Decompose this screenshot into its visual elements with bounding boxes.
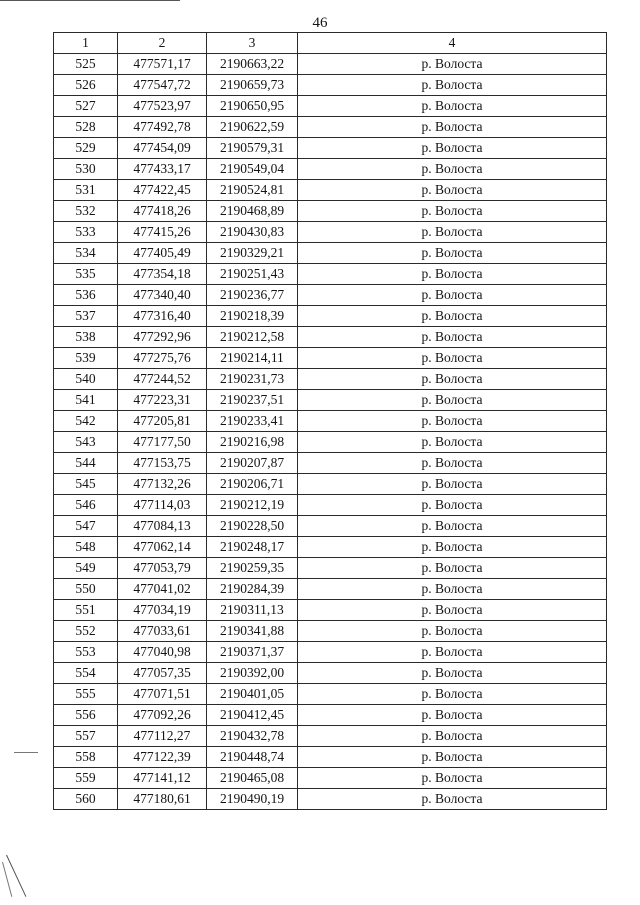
description-cell: р. Волоста [298,390,607,411]
description-cell: р. Волоста [298,705,607,726]
description-cell: р. Волоста [298,747,607,768]
description-cell: р. Волоста [298,768,607,789]
description-cell: р. Волоста [298,726,607,747]
x-coordinate-cell: 477053,79 [118,558,207,579]
table-row [54,306,607,327]
y-coordinate-cell: 2190341,88 [207,621,298,642]
table-row [54,390,607,411]
x-coordinate-cell: 477153,75 [118,453,207,474]
description-cell: р. Волоста [298,495,607,516]
description-cell: р. Волоста [298,117,607,138]
x-coordinate-cell: 477141,12 [118,768,207,789]
description-cell: р. Волоста [298,75,607,96]
table-row [54,621,607,642]
y-coordinate-cell: 2190663,22 [207,54,298,75]
page-number: 46 [312,15,328,31]
y-coordinate-cell: 2190412,45 [207,705,298,726]
description-cell: р. Волоста [298,159,607,180]
description-cell: р. Волоста [298,96,607,117]
scan-edge-line [0,0,180,1]
x-coordinate-cell: 477433,17 [118,159,207,180]
point-number-cell: 551 [54,600,118,621]
table-row [54,516,607,537]
description-cell: р. Волоста [298,684,607,705]
x-coordinate-cell: 477057,35 [118,663,207,684]
y-coordinate-cell: 2190432,78 [207,726,298,747]
description-cell: р. Волоста [298,642,607,663]
y-coordinate-cell: 2190490,19 [207,789,298,810]
point-number-cell: 541 [54,390,118,411]
x-coordinate-cell: 477034,19 [118,600,207,621]
point-number-cell: 532 [54,201,118,222]
point-number-cell: 530 [54,159,118,180]
y-coordinate-cell: 2190218,39 [207,306,298,327]
y-coordinate-cell: 2190650,95 [207,96,298,117]
description-cell: р. Волоста [298,369,607,390]
x-coordinate-cell: 477492,78 [118,117,207,138]
y-coordinate-cell: 2190284,39 [207,579,298,600]
table-row [54,495,607,516]
x-coordinate-cell: 477244,52 [118,369,207,390]
description-cell: р. Волоста [298,432,607,453]
point-number-cell: 546 [54,495,118,516]
point-number-cell: 526 [54,75,118,96]
y-coordinate-cell: 2190231,73 [207,369,298,390]
point-number-cell: 528 [54,117,118,138]
point-number-cell: 549 [54,558,118,579]
x-coordinate-cell: 477033,61 [118,621,207,642]
table-row [54,432,607,453]
table-row [54,537,607,558]
table-row [54,411,607,432]
y-coordinate-cell: 2190228,50 [207,516,298,537]
y-coordinate-cell: 2190329,21 [207,243,298,264]
x-coordinate-cell: 477418,26 [118,201,207,222]
table-row [54,600,607,621]
table-row [54,54,607,75]
y-coordinate-cell: 2190236,77 [207,285,298,306]
x-coordinate-cell: 477122,39 [118,747,207,768]
y-coordinate-cell: 2190311,13 [207,600,298,621]
y-coordinate-cell: 2190524,81 [207,180,298,201]
description-cell: р. Волоста [298,285,607,306]
description-cell: р. Волоста [298,180,607,201]
description-cell: р. Волоста [298,600,607,621]
point-number-cell: 540 [54,369,118,390]
table-row [54,684,607,705]
description-cell: р. Волоста [298,516,607,537]
x-coordinate-cell: 477092,26 [118,705,207,726]
x-coordinate-cell: 477292,96 [118,327,207,348]
y-coordinate-cell: 2190216,98 [207,432,298,453]
table-row [54,369,607,390]
table-row [54,243,607,264]
y-coordinate-cell: 2190468,89 [207,201,298,222]
point-number-cell: 543 [54,432,118,453]
table-row [54,747,607,768]
point-number-cell: 556 [54,705,118,726]
description-cell: р. Волоста [298,579,607,600]
y-coordinate-cell: 2190465,08 [207,768,298,789]
x-coordinate-cell: 477340,40 [118,285,207,306]
y-coordinate-cell: 2190259,35 [207,558,298,579]
point-number-cell: 558 [54,747,118,768]
y-coordinate-cell: 2190237,51 [207,390,298,411]
scan-dash-mark [14,752,38,753]
y-coordinate-cell: 2190251,43 [207,264,298,285]
y-coordinate-cell: 2190549,04 [207,159,298,180]
point-number-cell: 527 [54,96,118,117]
table-row [54,579,607,600]
x-coordinate-cell: 477571,17 [118,54,207,75]
x-coordinate-cell: 477422,45 [118,180,207,201]
x-coordinate-cell: 477114,03 [118,495,207,516]
description-cell: р. Волоста [298,222,607,243]
point-number-cell: 550 [54,579,118,600]
y-coordinate-cell: 2190248,17 [207,537,298,558]
y-coordinate-cell: 2190212,58 [207,327,298,348]
point-number-cell: 552 [54,621,118,642]
table-row [54,558,607,579]
table-row [54,768,607,789]
y-coordinate-cell: 2190430,83 [207,222,298,243]
x-coordinate-cell: 477523,97 [118,96,207,117]
point-number-cell: 554 [54,663,118,684]
table-row [54,726,607,747]
point-number-cell: 525 [54,54,118,75]
description-cell: р. Волоста [298,789,607,810]
point-number-cell: 548 [54,537,118,558]
x-coordinate-cell: 477084,13 [118,516,207,537]
point-number-cell: 547 [54,516,118,537]
y-coordinate-cell: 2190207,87 [207,453,298,474]
x-coordinate-cell: 477275,76 [118,348,207,369]
y-coordinate-cell: 2190371,37 [207,642,298,663]
x-coordinate-cell: 477354,18 [118,264,207,285]
y-coordinate-cell: 2190579,31 [207,138,298,159]
x-coordinate-cell: 477547,72 [118,75,207,96]
y-coordinate-cell: 2190401,05 [207,684,298,705]
table-row [54,180,607,201]
point-number-cell: 531 [54,180,118,201]
description-cell: р. Волоста [298,327,607,348]
table-row [54,285,607,306]
x-coordinate-cell: 477223,31 [118,390,207,411]
table-row [54,663,607,684]
x-coordinate-cell: 477132,26 [118,474,207,495]
description-cell: р. Волоста [298,264,607,285]
point-number-cell: 542 [54,411,118,432]
point-number-cell: 537 [54,306,118,327]
x-coordinate-cell: 477177,50 [118,432,207,453]
x-coordinate-cell: 477071,51 [118,684,207,705]
description-cell: р. Волоста [298,201,607,222]
y-coordinate-cell: 2190392,00 [207,663,298,684]
x-coordinate-cell: 477415,26 [118,222,207,243]
table-row [54,642,607,663]
column-header: 4 [298,33,607,54]
point-number-cell: 553 [54,642,118,663]
point-number-cell: 536 [54,285,118,306]
point-number-cell: 557 [54,726,118,747]
description-cell: р. Волоста [298,348,607,369]
point-number-cell: 535 [54,264,118,285]
table-row [54,138,607,159]
description-cell: р. Волоста [298,243,607,264]
description-cell: р. Волоста [298,558,607,579]
description-cell: р. Волоста [298,537,607,558]
y-coordinate-cell: 2190206,71 [207,474,298,495]
y-coordinate-cell: 2190212,19 [207,495,298,516]
point-number-cell: 560 [54,789,118,810]
description-cell: р. Волоста [298,54,607,75]
point-number-cell: 539 [54,348,118,369]
table-row [54,159,607,180]
x-coordinate-cell: 477040,98 [118,642,207,663]
description-cell: р. Волоста [298,621,607,642]
column-header: 2 [118,33,207,54]
table-row [54,201,607,222]
column-header: 3 [207,33,298,54]
y-coordinate-cell: 2190233,41 [207,411,298,432]
x-coordinate-cell: 477405,49 [118,243,207,264]
x-coordinate-cell: 477062,14 [118,537,207,558]
table-row [54,96,607,117]
description-cell: р. Волоста [298,411,607,432]
coordinates-table [53,32,607,810]
x-coordinate-cell: 477180,61 [118,789,207,810]
table-row [54,117,607,138]
y-coordinate-cell: 2190659,73 [207,75,298,96]
table-header-row [54,33,607,54]
point-number-cell: 538 [54,327,118,348]
y-coordinate-cell: 2190448,74 [207,747,298,768]
column-header: 1 [54,33,118,54]
description-cell: р. Волоста [298,663,607,684]
table-row [54,327,607,348]
table-row [54,705,607,726]
table-row [54,348,607,369]
point-number-cell: 534 [54,243,118,264]
table-row [54,453,607,474]
point-number-cell: 529 [54,138,118,159]
point-number-cell: 555 [54,684,118,705]
y-coordinate-cell: 2190622,59 [207,117,298,138]
table-row [54,474,607,495]
x-coordinate-cell: 477041,02 [118,579,207,600]
description-cell: р. Волоста [298,453,607,474]
description-cell: р. Волоста [298,138,607,159]
x-coordinate-cell: 477112,27 [118,726,207,747]
description-cell: р. Волоста [298,474,607,495]
description-cell: р. Волоста [298,306,607,327]
table-row [54,75,607,96]
y-coordinate-cell: 2190214,11 [207,348,298,369]
x-coordinate-cell: 477316,40 [118,306,207,327]
point-number-cell: 545 [54,474,118,495]
x-coordinate-cell: 477454,09 [118,138,207,159]
point-number-cell: 544 [54,453,118,474]
table-row [54,789,607,810]
point-number-cell: 533 [54,222,118,243]
point-number-cell: 559 [54,768,118,789]
table-row [54,222,607,243]
x-coordinate-cell: 477205,81 [118,411,207,432]
table-row [54,264,607,285]
